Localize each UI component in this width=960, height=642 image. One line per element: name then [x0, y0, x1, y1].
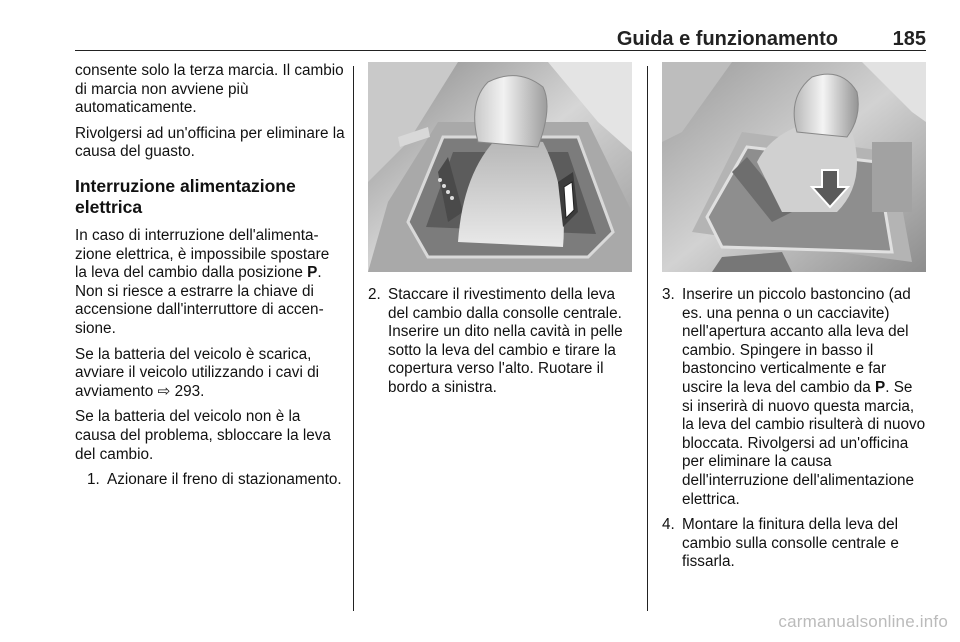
- step-number: 2.: [368, 286, 381, 303]
- list-item: [368, 286, 633, 398]
- step-text: Staccare il rivestimento della leva del cambio dalla consolle centrale. Inserire un dito nella cavità in pelle sotto la leva del cambio e tirare la copertura verso l'alto. Ruotare il bordo a sinistra.: [388, 286, 623, 396]
- paragraph: Rivolgersi ad un'officina per eliminare la causa del guasto.: [75, 124, 345, 161]
- step-number: 4.: [662, 516, 675, 534]
- section-title: Guida e funzionamento: [616, 28, 838, 50]
- column-divider: [647, 66, 648, 611]
- column-left: [75, 62, 345, 490]
- gear-lever-release-photo: [662, 62, 926, 272]
- gear-position-p: P: [307, 264, 318, 282]
- page-reference[interactable]: 293: [174, 382, 201, 400]
- section-heading: Interruzione alimentazione elettrica: [75, 175, 296, 217]
- step-text: Montare la finitura della leva del cambio sulla consolle centrale e fissarla.: [682, 516, 899, 571]
- list-item: [662, 516, 927, 572]
- column-right: [662, 62, 927, 572]
- paragraph: In caso di interruzione dell'alimentazione elettrica, è impossibile spostare la leva del cambio dalla posizione P. Non si riesce a estrarre la chiave di accensione dall'interruttore di accensione.: [75, 226, 330, 337]
- step-number: 3.: [662, 286, 675, 303]
- step-number: 1.: [87, 471, 100, 489]
- gear-position-p: P: [875, 378, 886, 396]
- watermark: carmanualsonline.info: [778, 612, 948, 631]
- column-middle: [368, 62, 633, 398]
- list-item: [662, 286, 927, 509]
- list-item: [87, 471, 345, 490]
- page-header: [75, 26, 926, 51]
- step-text: Azionare il freno di stazionamento.: [107, 471, 342, 489]
- paragraph: consente solo la terza marcia. Il cambio di marcia non avviene più automaticamente.: [75, 62, 344, 117]
- column-divider: [353, 66, 354, 611]
- paragraph: Se la batteria del veicolo non è la causa del problema, sbloccare la leva del cambio.: [75, 408, 331, 463]
- gear-lever-cover-photo: [368, 62, 632, 272]
- paragraph: Se la batteria del veicolo è scarica, avviare il veicolo utilizzando i cavi di avviamento ⇨ 293.: [75, 345, 320, 400]
- arrow-reference-icon: ⇨: [157, 382, 171, 400]
- step-text: Inserire un piccolo bastoncino (ad es. una penna o un cacciavite) nell'apertura accanto alla leva del cambio. Spingere in basso il bastoncino verticalmente e far uscire la leva del cambio da P. Se si inserirà di nuovo questa marcia, la leva del cambio risulterà di nuovo bloccata. Rivolgersi ad un'officina per eliminare la causa dell'interruzione dell'alimentazione elettrica.: [682, 286, 926, 508]
- page-number: 185: [892, 28, 926, 50]
